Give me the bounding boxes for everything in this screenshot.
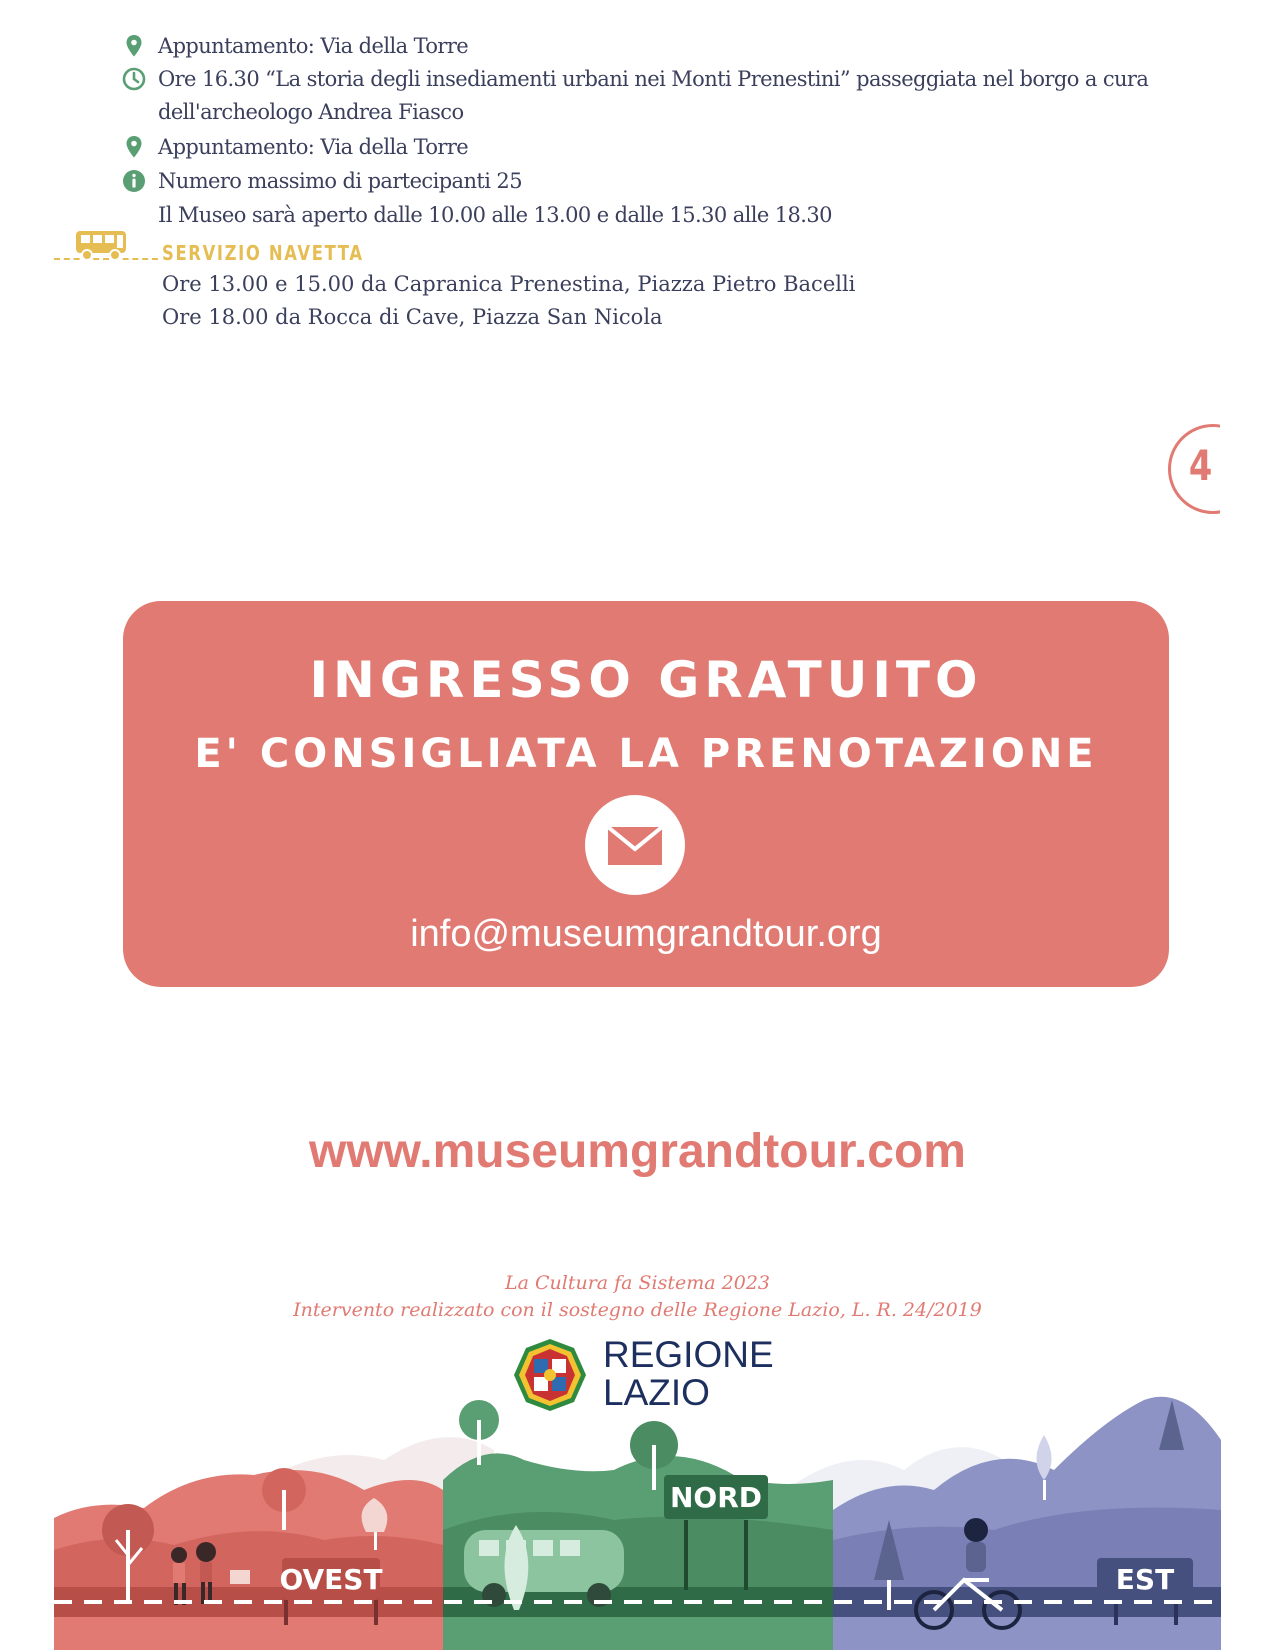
website-link[interactable]: www.museumgrandtour.com xyxy=(309,1125,966,1178)
shuttle-line: Ore 18.00 da Rocca di Cave, Piazza San Nicola xyxy=(162,305,663,329)
bus-icon xyxy=(74,228,130,262)
schedule-text: Appuntamento: Via della Torre xyxy=(158,135,469,159)
info-icon xyxy=(122,169,146,193)
sign-north: NORD xyxy=(669,1481,763,1514)
page-number: 4 xyxy=(1188,441,1213,490)
schedule-text: dell'archeologo Andrea Fiasco xyxy=(158,100,464,124)
admission-title: INGRESSO GRATUITO xyxy=(309,651,983,709)
credit-line-2: Intervento realizzato con il sostegno delle Regione Lazio, L. R. 24/2019 xyxy=(293,1299,982,1321)
schedule-text: Appuntamento: Via della Torre xyxy=(158,34,469,58)
sign-east: EST xyxy=(1115,1563,1175,1596)
regione-lazio-wordmark: REGIONE LAZIO xyxy=(603,1334,774,1413)
map-pin-icon xyxy=(122,34,146,58)
shuttle-title: SERVIZIO NAVETTA xyxy=(162,241,364,265)
admission-box xyxy=(123,601,1169,987)
schedule-text: Il Museo sarà aperto dalle 10.00 alle 13.00 e dalle 15.30 alle 18.30 xyxy=(158,203,832,227)
mail-icon[interactable] xyxy=(585,795,685,895)
footer-landscape-illustration xyxy=(54,1380,1221,1650)
credit-line-1: La Cultura fa Sistema 2023 xyxy=(504,1272,771,1294)
contact-email-link[interactable]: info@museumgrandtour.org xyxy=(410,913,882,955)
schedule-text: Numero massimo di partecipanti 25 xyxy=(158,169,522,193)
shuttle-line: Ore 13.00 e 15.00 da Capranica Prenestina, Piazza Pietro Bacelli xyxy=(162,272,856,296)
sign-west: OVEST xyxy=(279,1563,383,1596)
clock-icon xyxy=(122,67,146,91)
schedule-text: Ore 16.30 “La storia degli insediamenti urbani nei Monti Prenestini” passeggiata nel borgo a cura xyxy=(158,67,1149,91)
admission-subtitle: E' CONSIGLIATA LA PRENOTAZIONE xyxy=(194,731,1098,777)
map-pin-icon xyxy=(122,135,146,159)
